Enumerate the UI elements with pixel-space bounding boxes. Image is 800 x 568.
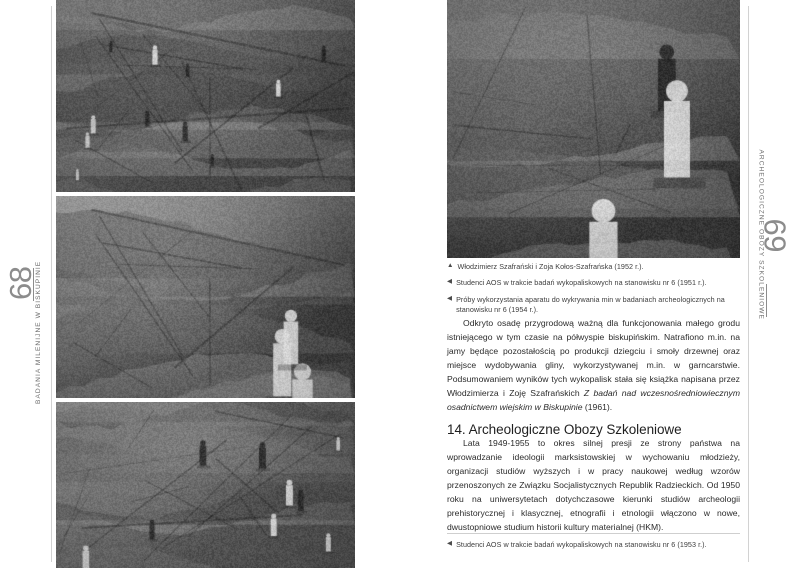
caption-item — [447, 262, 740, 273]
right-page-number: 69 — [757, 218, 792, 252]
caption-left-arrow-icon: ◀ — [447, 278, 453, 286]
excavation-team-field-photo — [56, 402, 355, 568]
excavation-aerial-trench-photo — [56, 0, 355, 192]
caption-item — [447, 278, 740, 289]
book-title-italic: Z badań nad wczesnośredniowiecznym osadnictwem wiejskim w Biskupinie — [447, 387, 740, 412]
left-page-folio-area — [3, 0, 54, 568]
paragraph-text-lead: Odkryto osadę przygrodową ważną dla funkcjonowania małego grodu istniejącego w tym czasie na półwyspie biskupińskim. Natrafiono m.in. na jamy będące pozostałością po produkcji dziegciu i smoły drzewnej oraz miejsce wydobywania gliny, wykorzystywanej m.in. w garncarstwie. Podsumowaniem wyników tych wykopalisk stała się książka napisana przez Włodzimierza i Zoję Szafrańskich — [447, 318, 740, 398]
caption-left-arrow-icon: ◀ — [447, 540, 453, 547]
photo-caption-list — [447, 262, 740, 322]
left-running-head: BADANIA MILENIJNE W BISKUPINIE — [35, 260, 42, 404]
caption-text: Włodzimierz Szafrański i Zoja Kołos-Szafrańska (1952 r.). — [457, 262, 644, 271]
caption-text: Studenci AOS w trakcie badań wykopaliskowych na stanowisku nr 6 (1953 r.). — [456, 540, 707, 549]
caption-left-arrow-icon: ◀ — [447, 294, 453, 302]
caption-divider-rule — [447, 533, 740, 534]
left-page-number: 68 — [3, 266, 38, 300]
left-margin-rule — [51, 6, 52, 562]
body-paragraph-training-camps: Lata 1949-1955 to okres silnej presji ze strony państwa na wprowadzanie ideologii marksistowskiej w wychowaniu młodzieży, organizacji studiów wyższych i w pracy naukowej według wzorów przenoszonych ze Związku Socjalistycznych Republik Radzieckich. Od 1950 roku na uniwersytetach dotychczasowe kierunki studiów archeologii prehistorycznej i klasycznej, etnografii i etnologii włączono w nowe, dwustopniowe studium historii kultury materialnej (HKM). — [447, 438, 740, 532]
pottery-demonstration-photo — [447, 0, 740, 258]
bottom-photo-caption — [447, 540, 740, 551]
paragraph-text-tail: (1961). — [582, 401, 613, 412]
caption-up-arrow-icon: ▲ — [447, 262, 454, 269]
caption-item — [447, 295, 740, 317]
caption-text: Studenci AOS w trakcie badań wykopaliskowych na stanowisku nr 6 (1951 r.). — [456, 278, 707, 288]
right-margin-rule — [748, 6, 749, 562]
caption-item — [447, 540, 740, 551]
right-folio-bar — [766, 284, 767, 317]
body-paragraph-excavation — [447, 317, 740, 414]
caption-text: Próby wykorzystania aparatu do wykrywania min w badaniach archeologicznych na stanowisku nr 6 (1954 r.). — [456, 294, 725, 315]
soldier-surveying-photo — [56, 196, 355, 398]
section-heading: 14. Archeologiczne Obozy Szkoleniowe — [447, 422, 682, 438]
right-running-head: ARCHEOLOGICZNE OBOZY SZKOLENIOWE — [758, 149, 765, 320]
right-page-folio-area — [746, 0, 792, 568]
